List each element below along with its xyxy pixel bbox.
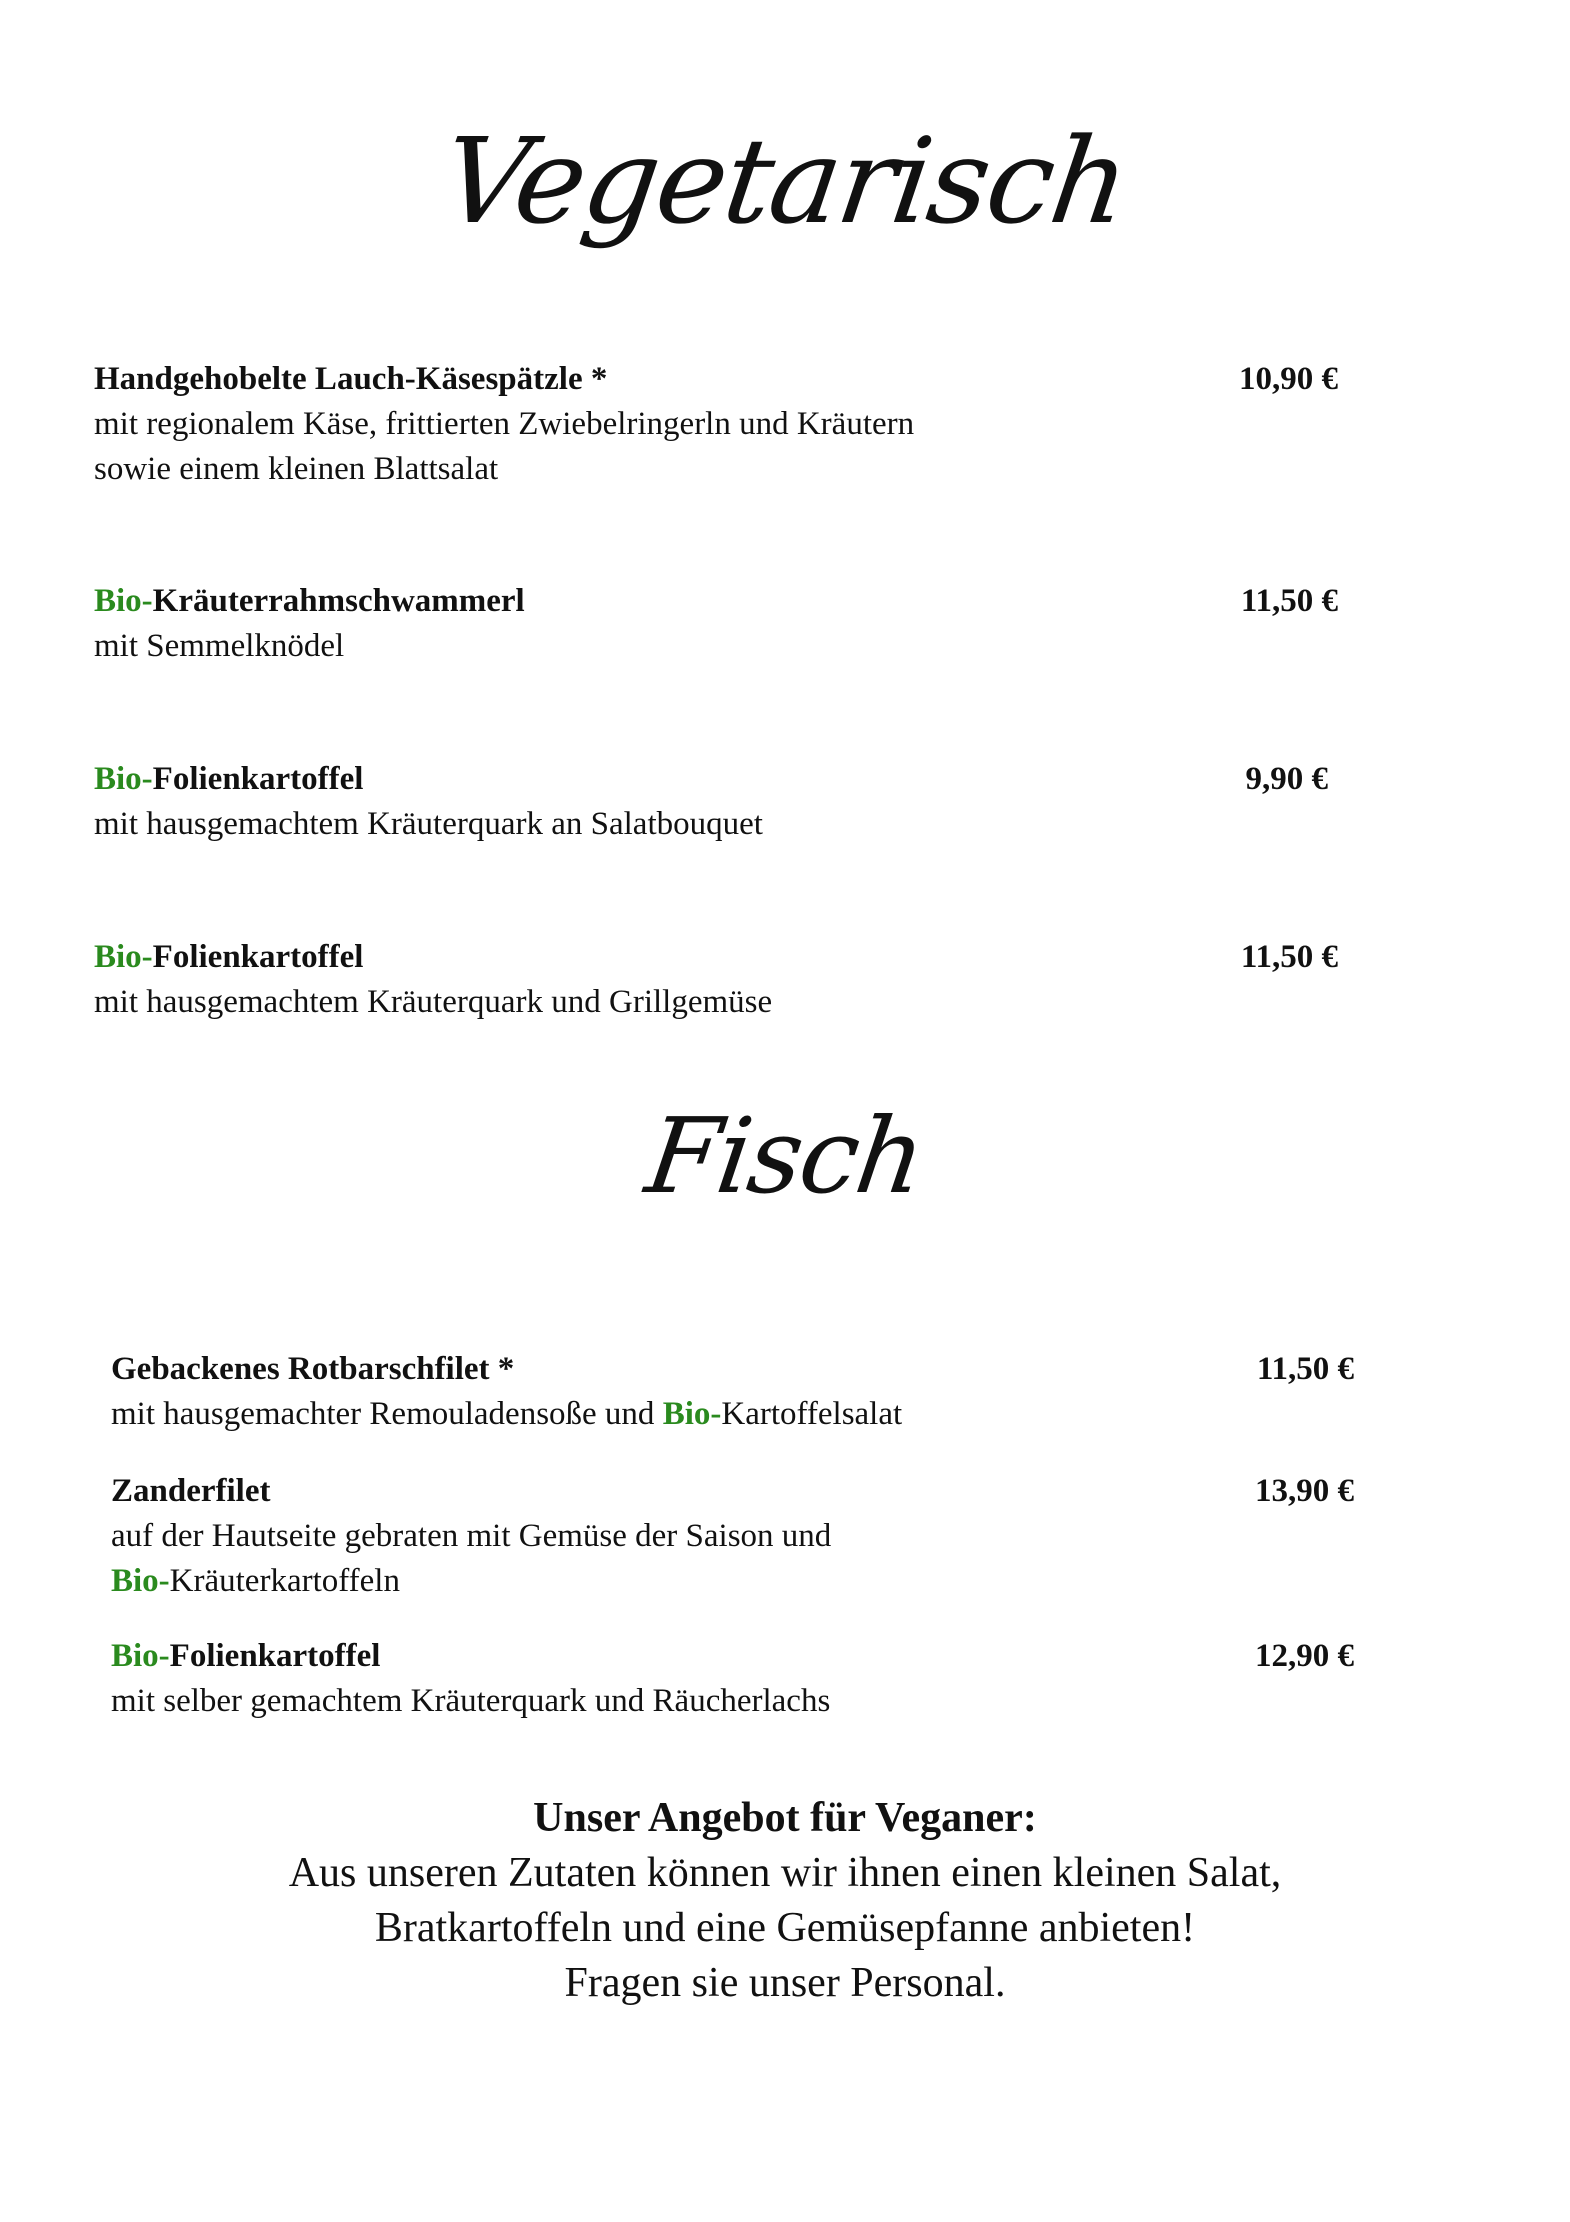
dish-description: mit selber gemachtem Kräuterquark und Räucherlachs [111, 1683, 831, 1719]
bio-prefix: Bio- [111, 1638, 170, 1674]
dish-item [94, 934, 772, 1025]
dish-name [94, 934, 772, 980]
dish-name-text: Gebackenes Rotbarschfilet * [111, 1351, 515, 1387]
dish-name-text: Folienkartoffel [152, 761, 364, 797]
dish-description: auf der Hautseite gebraten mit Gemüse der Saison und [111, 1518, 832, 1554]
dish-description [111, 1392, 902, 1437]
dish-name [111, 1633, 830, 1679]
dish-item [94, 756, 763, 847]
dish-item [111, 1633, 830, 1724]
dish-price: 13,90 € [1255, 1473, 1354, 1509]
bio-prefix: Bio- [662, 1396, 722, 1432]
dish-price: 12,90 € [1255, 1638, 1354, 1674]
dish-description [111, 1559, 831, 1604]
dish-price: 10,90 € [1239, 361, 1338, 397]
description-text: mit hausgemachter Remouladensoße und [111, 1396, 663, 1432]
description-text: Kräuterkartoffeln [169, 1563, 400, 1599]
vegan-line: Bratkartoffeln und eine Gemüsepfanne anbieten! [374, 1905, 1196, 1951]
bio-prefix: Bio- [94, 761, 153, 797]
dish-name [111, 1468, 831, 1514]
dish-name-text: Kräuterrahmschwammerl [152, 583, 525, 619]
dish-description: mit Semmelknödel [94, 628, 345, 664]
dish-name [94, 578, 525, 624]
section-title-vegetarisch: Vegetarisch [434, 112, 1136, 250]
dish-description: mit hausgemachtem Kräuterquark und Grillgemüse [94, 984, 773, 1020]
dish-price: 11,50 € [1240, 583, 1338, 619]
dish-price: 11,50 € [1256, 1351, 1354, 1387]
dish-description: mit regionalem Käse, frittierten Zwiebelringerln und Kräutern [94, 406, 915, 442]
dish-name-text: Folienkartoffel [152, 939, 364, 975]
vegan-line: Fragen sie unser Personal. [564, 1960, 1006, 2006]
bio-prefix: Bio- [111, 1563, 170, 1599]
bio-prefix: Bio- [94, 583, 153, 619]
dish-item [111, 1468, 831, 1604]
bio-prefix: Bio- [94, 939, 153, 975]
dish-description: sowie einem kleinen Blattsalat [94, 451, 499, 487]
dish-name-text: Zanderfilet [111, 1473, 271, 1509]
dish-name [94, 356, 914, 402]
dish-name [94, 756, 763, 802]
vegan-offer [0, 1790, 1570, 2011]
section-title-fisch: Fisch [639, 1095, 931, 1217]
dish-price: 11,50 € [1240, 939, 1338, 975]
description-text: Kartoffelsalat [721, 1396, 903, 1432]
dish-description: mit hausgemachtem Kräuterquark an Salatbouquet [94, 806, 763, 842]
dish-name-text: Folienkartoffel [169, 1638, 381, 1674]
vegan-line: Aus unseren Zutaten können wir ihnen einen kleinen Salat, [288, 1850, 1282, 1896]
dish-item [94, 356, 914, 492]
dish-item [94, 578, 525, 669]
dish-name-text: Handgehobelte Lauch-Käsespätzle * [94, 361, 608, 397]
dish-price: 9,90 € [1245, 761, 1328, 797]
dish-item [111, 1346, 902, 1437]
vegan-title: Unser Angebot für Veganer: [533, 1795, 1037, 1841]
dish-name [111, 1346, 902, 1392]
